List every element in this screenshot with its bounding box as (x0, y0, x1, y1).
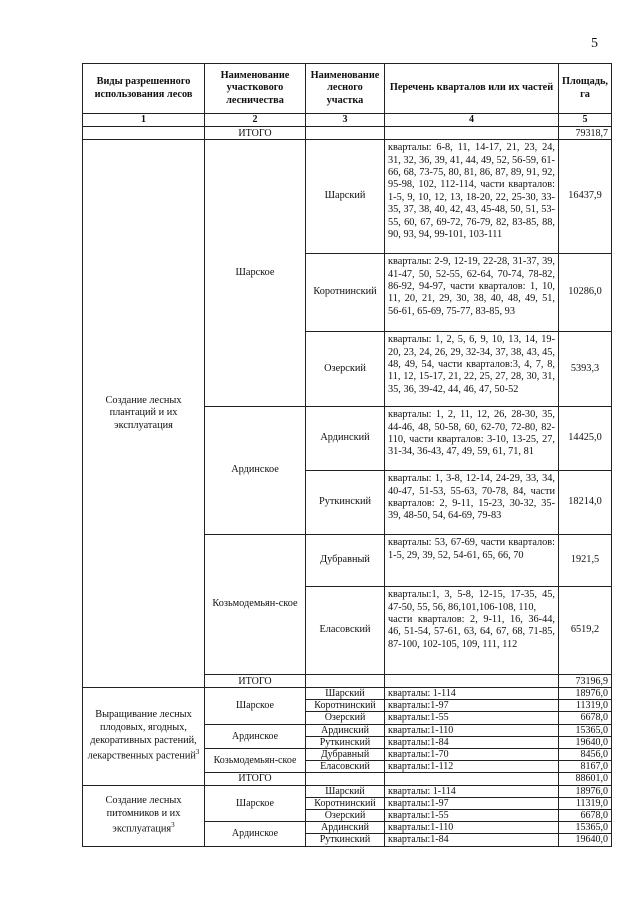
table-row (83, 140, 612, 254)
total-label: ИТОГО (205, 127, 306, 140)
site-cell: Еласовский (306, 587, 385, 675)
area-cell: 11319,0 (559, 797, 612, 809)
quarters-cell: кварталы: 1, 2, 11, 12, 26, 28-30, 35, 44-46, 48, 50-58, 60, 62-70, 72-80, 82-110, части кварталов: 3-10, 13-25, 27, 31-34, 36-43, 47, 49, 59, 61, 71, 81 (385, 407, 559, 471)
header-site: Наименование лесного участка (306, 64, 385, 114)
area-cell: 11319,0 (559, 700, 612, 712)
forestry-cell: Ардинское (205, 822, 306, 846)
column-number: 3 (306, 114, 385, 127)
site-cell: Коротнинский (306, 254, 385, 332)
site-cell: Дубравный (306, 535, 385, 587)
total-value: 79318,7 (559, 127, 612, 140)
use-type-cell: Создание лесных питомников и их эксплуатация$^3$ (83, 785, 205, 846)
site-cell: Шарский (306, 785, 385, 797)
site-cell: Руткинский (306, 834, 385, 846)
total-row (83, 127, 612, 140)
header-row (83, 64, 612, 114)
footnote-mark: 3 (195, 747, 200, 756)
header-area: Площадь, га (559, 64, 612, 114)
site-cell: Коротнинский (306, 797, 385, 809)
quarters-cell: кварталы:1-55 (385, 809, 559, 821)
column-number: 2 (205, 114, 306, 127)
area-cell: 19640,0 (559, 736, 612, 748)
area-cell: 14425,0 (559, 407, 612, 471)
area-cell: 18214,0 (559, 471, 612, 535)
use-type-cell: Создание лесных плантаций и их эксплуатация (83, 140, 205, 688)
total-label: ИТОГО (205, 675, 306, 688)
quarters-cell: кварталы: 1-114 (385, 688, 559, 700)
quarters-cell: кварталы:1, 3, 5-8, 12-15, 17-35, 45, 47-50, 55, 56, 86,101,106-108, 110, части кварталов: 2, 9-11, 16, 36-44, 46, 51-54, 57-61, 63, 64, 67, 68, 71-85, 87-100, 102-105, 109, 111, 112 (385, 587, 559, 675)
use-type-cell: Выращивание лесных плодовых, ягодных, декоративных растений, лекарственных растений$^3$ (83, 688, 205, 786)
area-cell: 6519,2 (559, 587, 612, 675)
total-value: 73196,9 (559, 675, 612, 688)
header-forestry: Наименование участкового лесничества (205, 64, 306, 114)
forestry-cell: Шарское (205, 688, 306, 725)
area-cell: 18976,0 (559, 688, 612, 700)
site-cell: Шарский (306, 688, 385, 700)
quarters-cell: кварталы:1-97 (385, 797, 559, 809)
quarters-cell: кварталы: 2-9, 12-19, 22-28, 31-37, 39, 41-47, 50, 52-55, 62-64, 70-74, 78-82, 86-92, 94-97, части кварталов: 1, 10, 11, 20, 21, 29, 30, 38, 40, 48, 49, 51, 56-61, 65-69, 75-77, 83-85, 93 (385, 254, 559, 332)
area-cell: 6678,0 (559, 809, 612, 821)
site-cell: Озерский (306, 332, 385, 407)
table-row (83, 688, 612, 700)
area-cell: 15365,0 (559, 822, 612, 834)
site-cell: Еласовский (306, 761, 385, 773)
total-value: 88601,0 (559, 773, 612, 785)
column-number: 1 (83, 114, 205, 127)
area-cell: 19640,0 (559, 834, 612, 846)
area-cell: 1921,5 (559, 535, 612, 587)
quarters-cell: кварталы: 1, 2, 5, 6, 9, 10, 13, 14, 19-20, 23, 24, 26, 29, 32-34, 37, 38, 43, 45, 48, 49, 54, части кварталов:3, 4, 7, 8, 11, 12, 15-17, 21, 22, 25, 27, 28, 30, 31, 35, 36, 39-42, 44, 46, 47, 50-52 (385, 332, 559, 407)
forest-use-table (82, 63, 612, 847)
site-cell: Ардинский (306, 822, 385, 834)
footnote-mark: 3 (171, 820, 175, 829)
area-cell: 15365,0 (559, 724, 612, 736)
site-cell: Шарский (306, 140, 385, 254)
quarters-cell: кварталы:1-110 (385, 822, 559, 834)
column-number: 5 (559, 114, 612, 127)
site-cell: Коротнинский (306, 700, 385, 712)
quarters-cell: кварталы:1-84 (385, 834, 559, 846)
forestry-cell: Козьмодемьян-ское (205, 749, 306, 773)
page-number: 5 (591, 36, 598, 51)
area-cell: 16437,9 (559, 140, 612, 254)
site-cell: Дубравный (306, 749, 385, 761)
area-cell: 8456,0 (559, 749, 612, 761)
area-cell: 8167,0 (559, 761, 612, 773)
forestry-cell: Ардинское (205, 407, 306, 535)
site-cell: Ардинский (306, 407, 385, 471)
forestry-cell: Шарское (205, 140, 306, 407)
forestry-cell: Ардинское (205, 724, 306, 748)
quarters-cell: кварталы: 6-8, 11, 14-17, 21, 23, 24, 31, 32, 36, 39, 41, 44, 49, 52, 56-59, 61-66, 68, 73-75, 80, 81, 86, 87, 89, 91, 92, 95-98, 102, 112-114, части кварталов: 1-5, 9, 10, 12, 13, 18-20, 22, 25-30, 33-35, 37, 38, 40, 42, 43, 45-48, 50, 51, 53- 55, 60, 67, 69-72, 76-79, 82, 83-85, 88, 90, 93, 94, 99-101, 103-111 (385, 140, 559, 254)
quarters-cell: кварталы: 1-114 (385, 785, 559, 797)
area-cell: 10286,0 (559, 254, 612, 332)
quarters-cell: кварталы: 53, 67-69, части кварталов: 1-5, 29, 39, 52, 54-61, 65, 66, 70 (385, 535, 559, 587)
area-cell: 18976,0 (559, 785, 612, 797)
quarters-cell: кварталы:1-55 (385, 712, 559, 724)
area-cell: 5393,3 (559, 332, 612, 407)
quarters-cell: кварталы:1-110 (385, 724, 559, 736)
site-cell: Ардинский (306, 724, 385, 736)
total-label: ИТОГО (205, 773, 306, 785)
site-cell: Озерский (306, 809, 385, 821)
quarters-cell: кварталы: 1, 3-8, 12-14, 24-29, 33, 34, 40-47, 51-53, 55-63, 70-78, 84, части кварталов: 2, 9-11, 15-23, 30-32, 35-39, 48-50, 54, 64-69, 79-83 (385, 471, 559, 535)
forestry-cell: Козьмодемьян-ское (205, 535, 306, 675)
quarters-cell: кварталы:1-70 (385, 749, 559, 761)
column-number: 4 (385, 114, 559, 127)
header-quarters: Перечень кварталов или их частей (385, 64, 559, 114)
quarters-cell: кварталы:1-84 (385, 736, 559, 748)
column-numbers-row (83, 114, 612, 127)
forestry-cell: Шарское (205, 785, 306, 822)
site-cell: Руткинский (306, 736, 385, 748)
site-cell: Руткинский (306, 471, 385, 535)
quarters-cell: кварталы:1-97 (385, 700, 559, 712)
quarters-cell: кварталы:1-112 (385, 761, 559, 773)
header-use: Виды разрешенного использования лесов (83, 64, 205, 114)
site-cell: Озерский (306, 712, 385, 724)
area-cell: 6678,0 (559, 712, 612, 724)
table-row (83, 785, 612, 797)
